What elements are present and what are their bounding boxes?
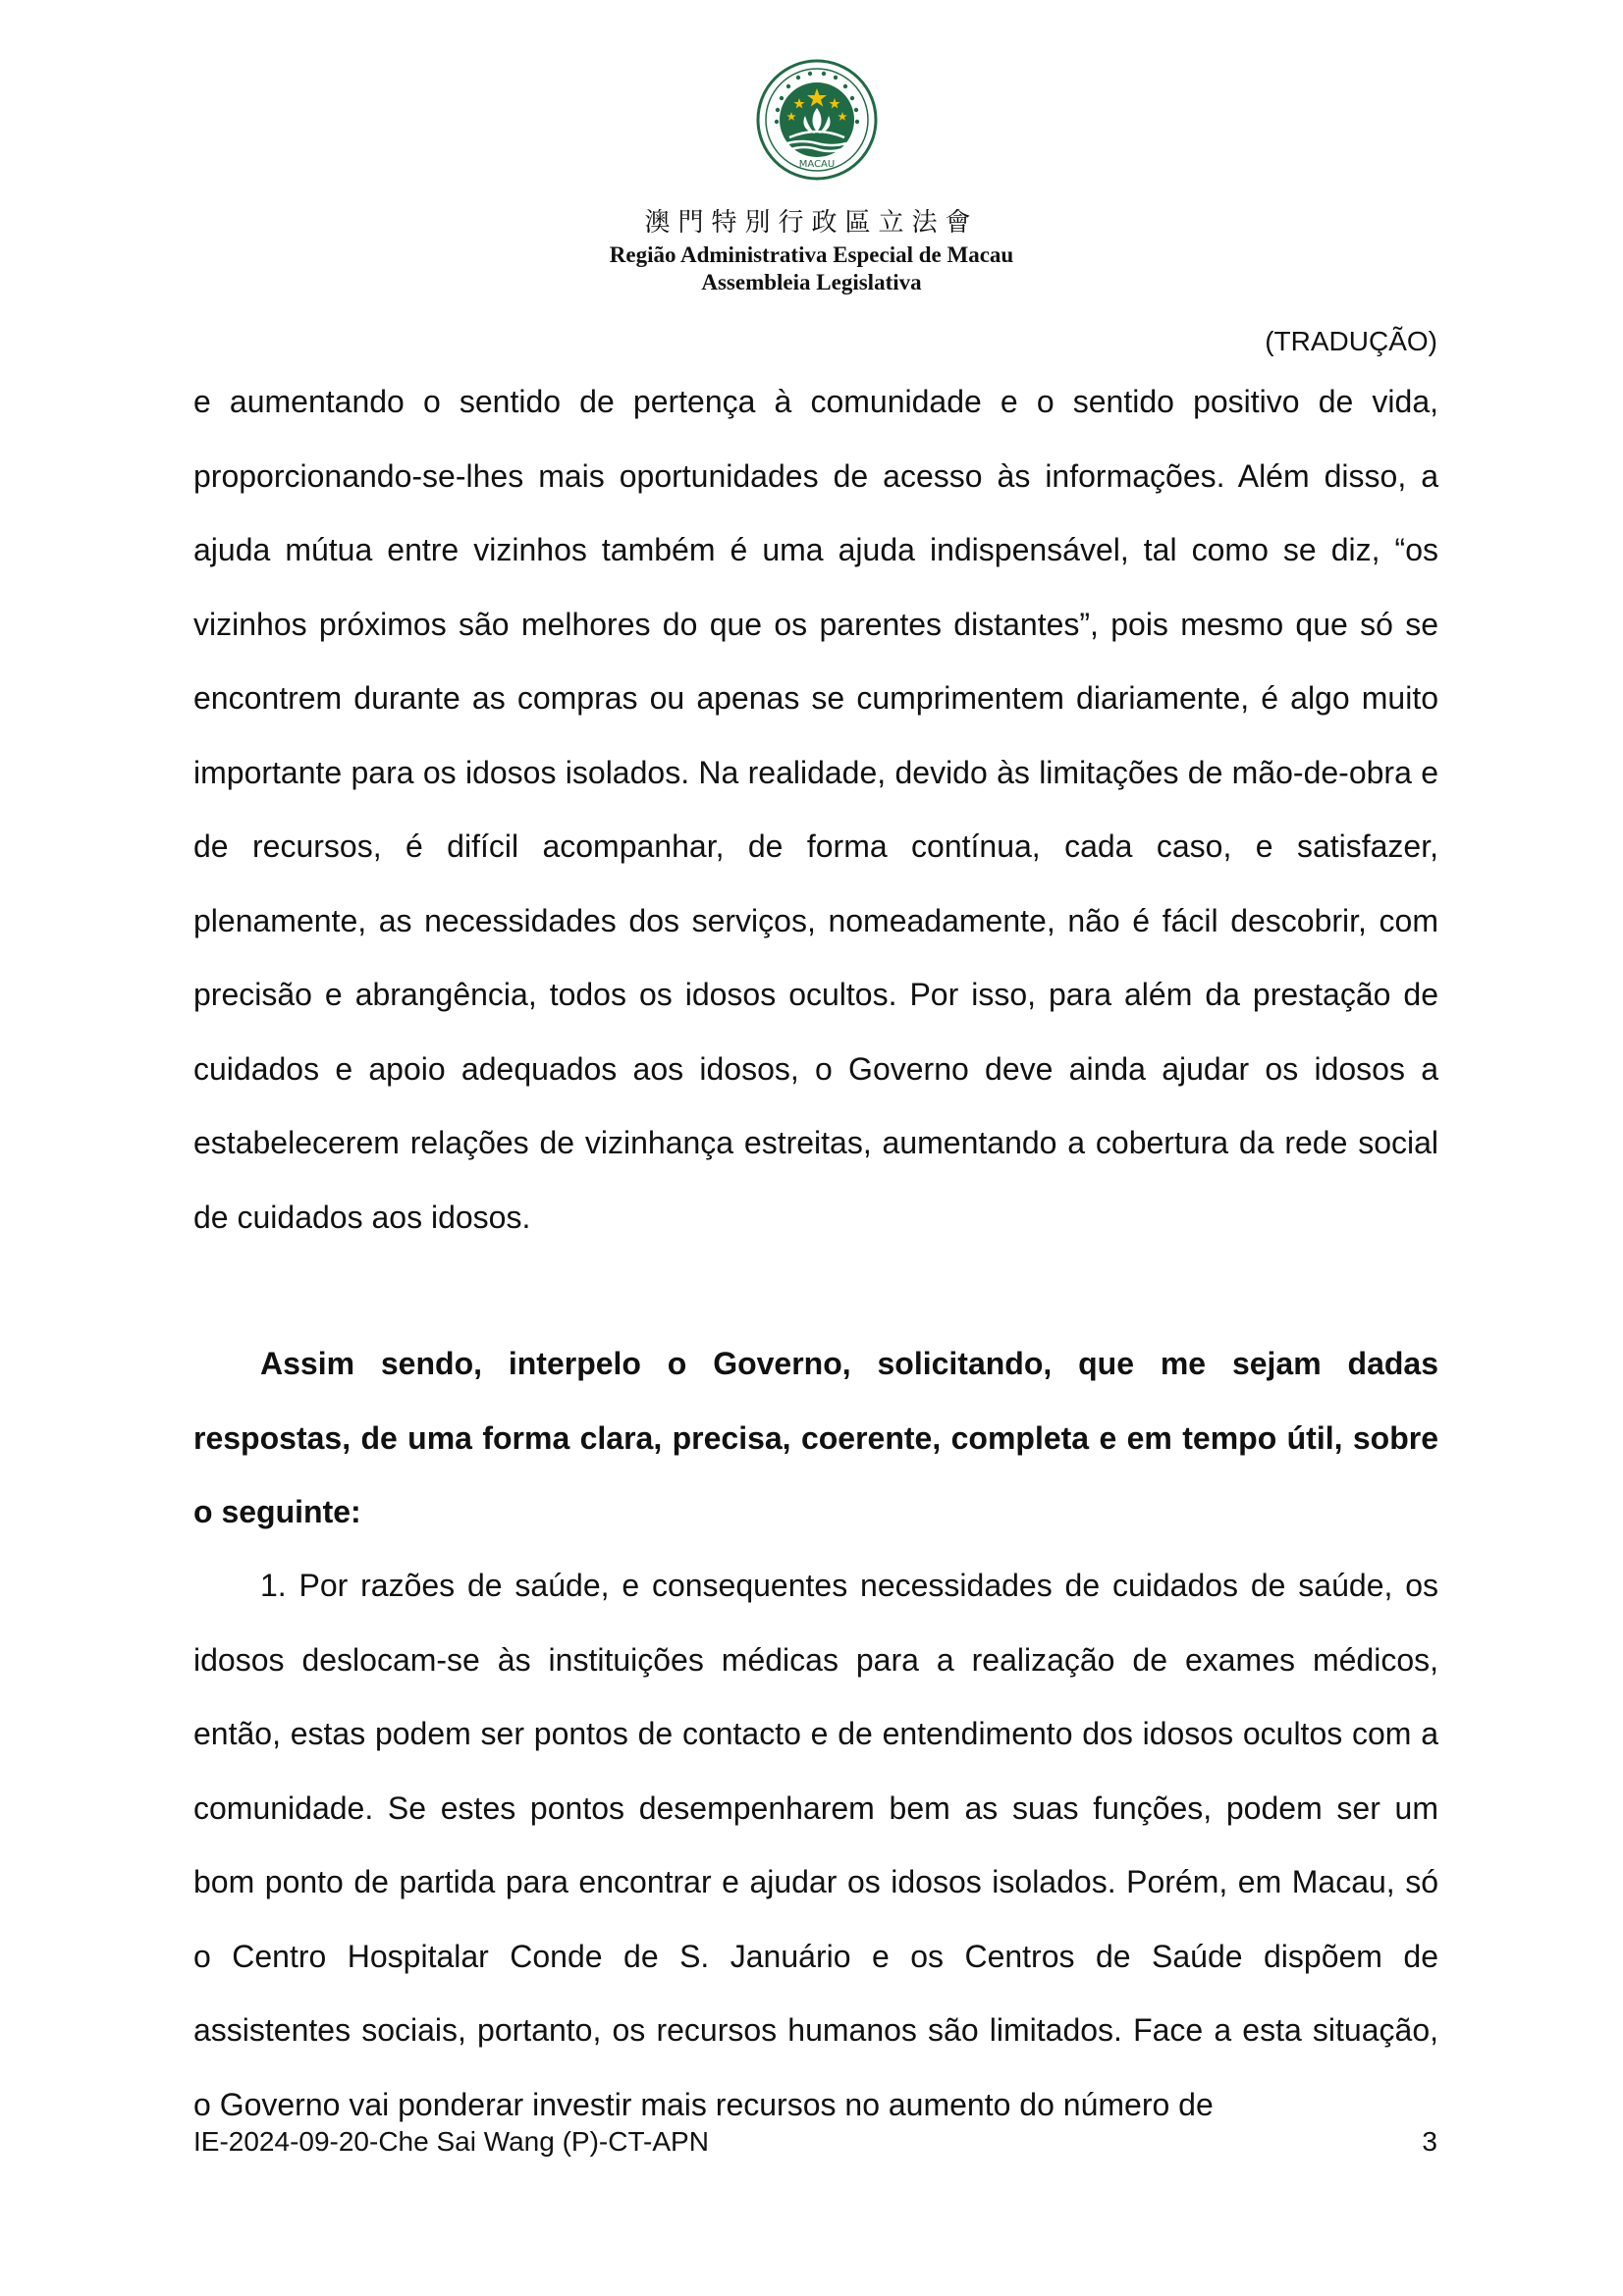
footer-page-number: 3 (1422, 2126, 1437, 2157)
body-paragraph-2: Assim sendo, interpelo o Governo, solicitando, que me sejam dadas respostas, de uma forma clara, precisa, coerente, completa e em tempo útil, sobre o seguinte: (193, 1346, 1438, 1529)
portuguese-assembly-title: Assembleia Legislativa (701, 270, 922, 294)
footer-document-id: IE-2024-09-20-Che Sai Wang (P)-CT-APN (193, 2126, 709, 2157)
portuguese-region-title: Região Administrativa Especial de Macau (609, 242, 1014, 267)
chinese-institution-title: 澳門特別行政區立法會 (644, 208, 979, 238)
translation-label: (TRADUÇÃO) (1265, 326, 1437, 356)
svg-text:MACAU: MACAU (798, 159, 836, 170)
macau-emblem-icon (756, 59, 878, 181)
body-paragraph-3: 1. Por razões de saúde, e consequentes necessidades de cuidados de saúde, os idosos deslocam-se às instituições médicas para a realização de exames médicos, então, estas podem ser pontos de contacto e de entendimento dos idosos ocultos com a comunidade. Se estes pontos desempenharem bem as suas funções, podem ser um bom ponto de partida para encontrar e ajudar os idosos isolados. Porém, em Macau, só o Centro Hospitalar Conde de S. Januário e os Centros de Saúde dispõem de assistentes sociais, portanto, os recursos humanos são limitados. Face a esta situação, o Governo vai ponderar investir mais recursos no aumento do número de (193, 1568, 1438, 2122)
body-paragraph-1: e aumentando o sentido de pertença à comunidade e o sentido positivo de vida, proporcionando-se-lhes mais oportunidades de acesso às informações. Além disso, a ajuda mútua entre vizinhos também é uma ajuda indispensável, tal como se diz, “os vizinhos próximos são melhores do que os parentes distantes”, pois mesmo que só se encontrem durante as compras ou apenas se cumprimentem diariamente, é algo muito importante para os idosos isolados. Na realidade, devido às limitações de mão-de-obra e de recursos, é difícil acompanhar, de forma contínua, cada caso, e satisfazer, plenamente, as necessidades dos serviços, nomeadamente, não é fácil descobrir, com precisão e abrangência, todos os idosos ocultos. Por isso, para além da prestação de cuidados e apoio adequados aos idosos, o Governo deve ainda ajudar os idosos a estabelecerem relações de vizinhança estreitas, aumentando a cobertura da rede social de cuidados aos idosos. (193, 384, 1438, 1235)
